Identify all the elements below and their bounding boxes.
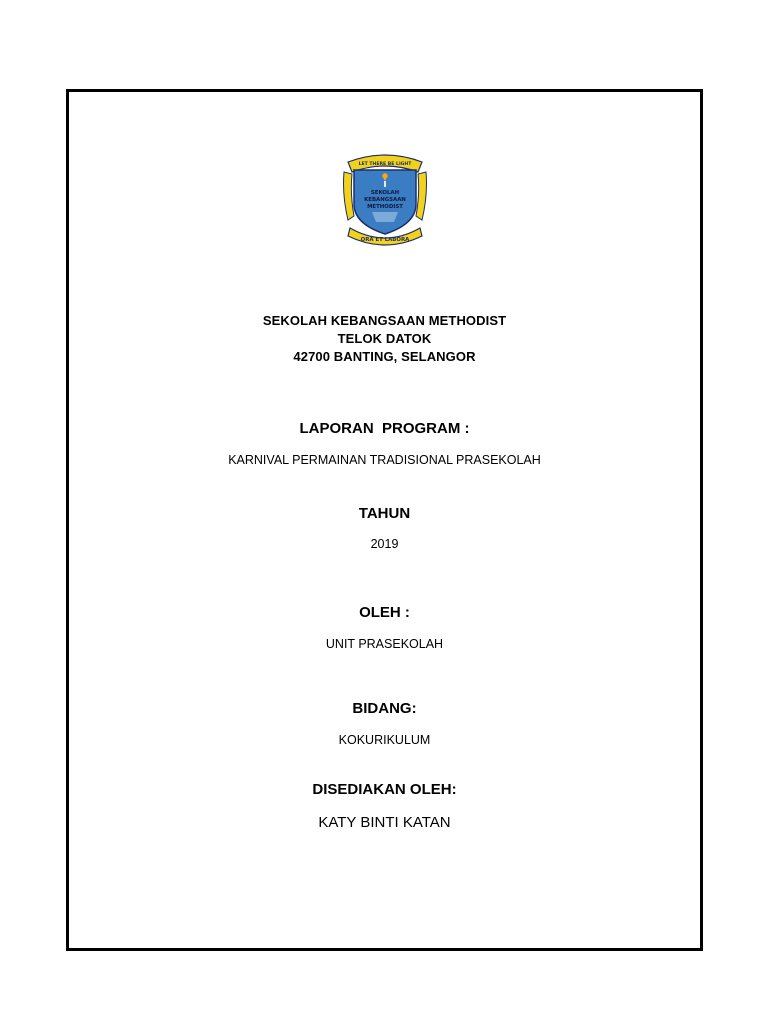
field-label: BIDANG: <box>352 700 417 717</box>
school-address: 42700 BANTING, SELANGOR <box>293 349 476 364</box>
by-label: OLEH : <box>359 604 410 621</box>
svg-text:ORA ET LABORA: ORA ET LABORA <box>360 237 410 243</box>
svg-text:LET THERE BE LIGHT: LET THERE BE LIGHT <box>358 162 412 167</box>
school-location: TELOK DATOK <box>337 331 432 346</box>
svg-text:METHODIST: METHODIST <box>367 204 403 210</box>
prepared-by-label: DISEDIAKAN OLEH: <box>312 781 457 798</box>
school-name: SEKOLAH KEBANGSAAN METHODIST <box>262 313 507 328</box>
program-label: LAPORAN PROGRAM : <box>299 420 470 437</box>
program-value: KARNIVAL PERMAINAN TRADISIONAL PRASEKOLAH <box>228 453 541 467</box>
by-value: UNIT PRASEKOLAH <box>325 637 444 651</box>
school-crest-icon <box>342 150 428 246</box>
year-value: 2019 <box>370 537 399 551</box>
svg-text:SEKOLAH: SEKOLAH <box>370 190 400 196</box>
prepared-by-value: KATY BINTI KATAN <box>318 814 451 831</box>
year-label: TAHUN <box>358 505 411 522</box>
svg-text:KEBANGSAAN: KEBANGSAAN <box>364 197 406 203</box>
field-value: KOKURIKULUM <box>338 733 431 747</box>
